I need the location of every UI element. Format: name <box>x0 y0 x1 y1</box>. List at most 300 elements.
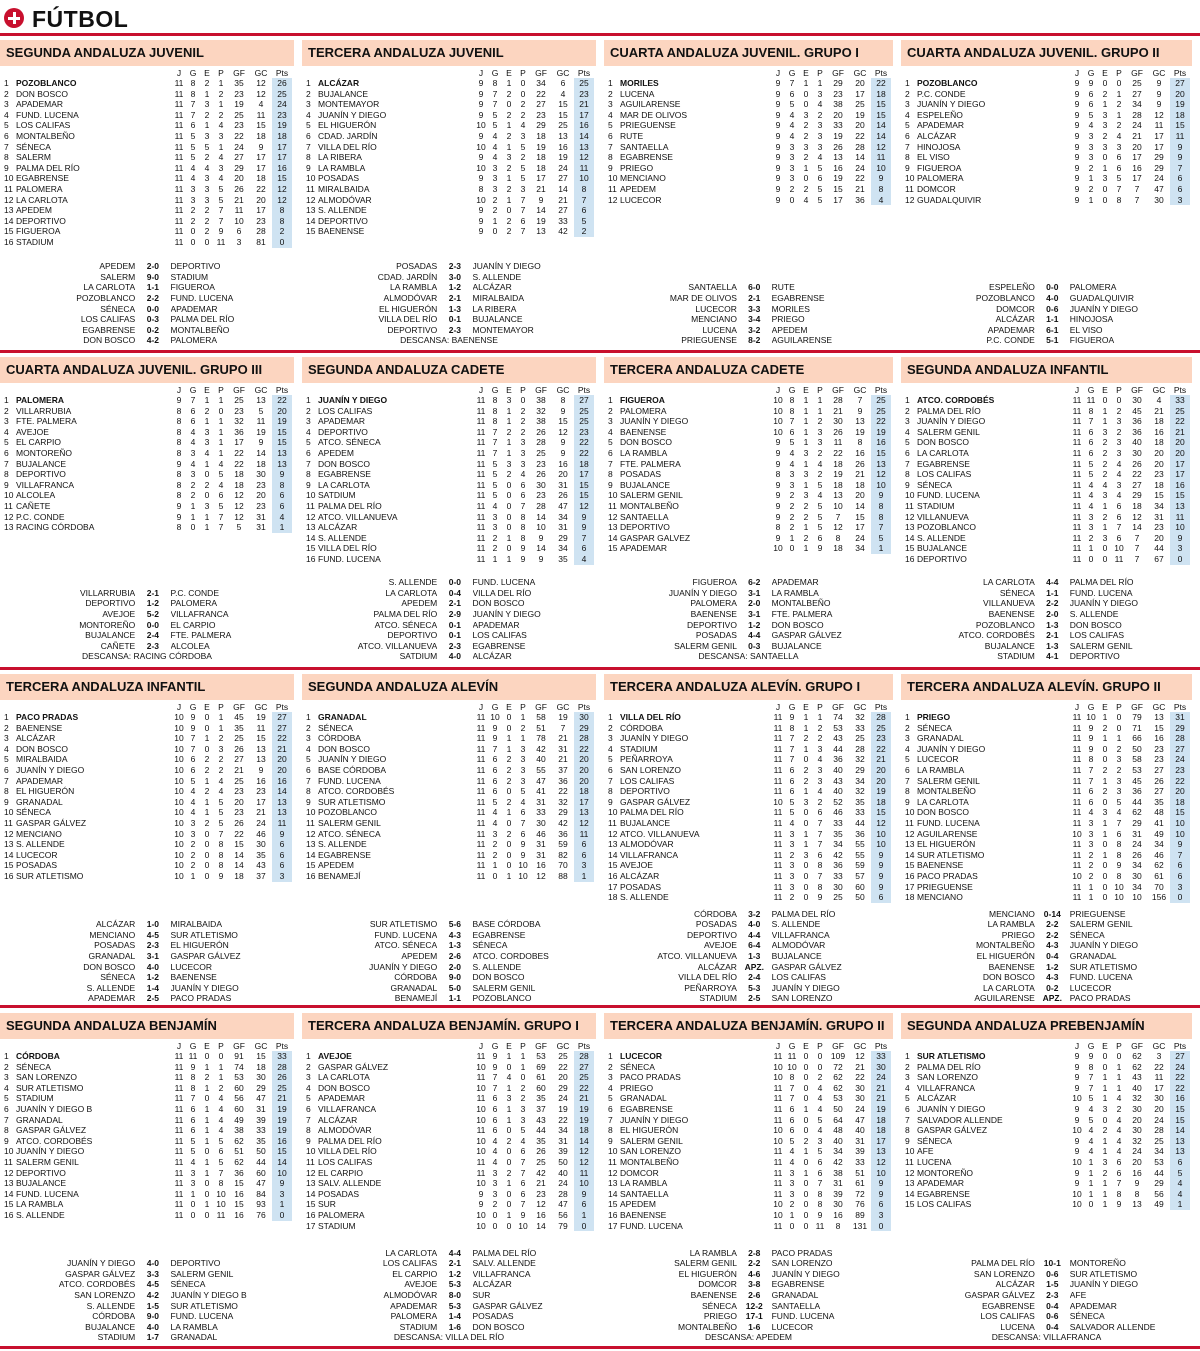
team-name: EGABRENSE <box>318 469 371 480</box>
won: 0 <box>190 522 196 533</box>
lost: 6 <box>520 828 526 839</box>
won: 3 <box>190 183 196 194</box>
column-header: P <box>520 1041 526 1051</box>
position: 1 <box>608 712 613 722</box>
away-team: PALMA DEL RÍO <box>771 908 836 919</box>
team-name: FUND. LUCENA <box>318 775 381 786</box>
won: 8 <box>190 88 196 99</box>
points: 3 <box>1170 195 1190 206</box>
goals-against: 25 <box>558 120 568 131</box>
header-spacer <box>0 702 16 712</box>
won: 1 <box>1088 1156 1094 1167</box>
played: 11 <box>773 1167 783 1178</box>
points: 12 <box>574 152 594 163</box>
points: 21 <box>871 1093 891 1104</box>
points: 25 <box>574 78 594 89</box>
lost: 1 <box>817 405 823 416</box>
table-row <box>604 1157 891 1168</box>
points: 6 <box>574 850 594 861</box>
points: 18 <box>871 89 891 100</box>
points: 31 <box>1170 712 1190 723</box>
won: 11 <box>787 1051 797 1061</box>
drawn: 3 <box>1102 120 1108 131</box>
home-team: DOMCOR <box>996 303 1035 314</box>
played: 11 <box>174 120 184 131</box>
league-panel <box>302 40 604 348</box>
played: 10 <box>174 839 184 850</box>
won: 2 <box>492 839 498 850</box>
goals-for: 42 <box>833 1156 843 1167</box>
lost: 3 <box>520 130 526 141</box>
drawn: 3 <box>1102 173 1108 184</box>
away-team: GASPAR GÁLVEZ <box>472 1300 543 1311</box>
goals-for: 15 <box>234 839 244 850</box>
score: 0-0 <box>146 303 160 314</box>
score: 2-1 <box>146 587 160 598</box>
column-header: J <box>176 702 182 712</box>
score: 12-2 <box>745 1300 763 1311</box>
position: 8 <box>905 1125 910 1136</box>
table-row <box>901 1189 1190 1200</box>
position: 9 <box>306 1135 311 1146</box>
position: 4 <box>306 109 311 120</box>
drawn: 4 <box>1102 479 1108 490</box>
won: 4 <box>492 141 498 152</box>
position: 9 <box>905 479 910 490</box>
position: 4 <box>306 426 311 437</box>
won: 6 <box>1088 796 1094 807</box>
team-name: BAENENSE <box>620 1209 667 1220</box>
played: 10 <box>476 1146 486 1157</box>
table-row <box>302 395 594 406</box>
table-row <box>0 786 292 797</box>
points: 25 <box>574 416 594 427</box>
score: 17-1 <box>745 1311 763 1322</box>
played: 11 <box>174 141 184 152</box>
drawn: 1 <box>1102 99 1108 110</box>
played: 11 <box>773 1093 783 1104</box>
points: 20 <box>871 776 891 787</box>
score: 2-2 <box>1046 598 1059 609</box>
home-team: DON BOSCO <box>982 972 1035 983</box>
goals-against: 22 <box>855 1072 865 1083</box>
score: 4-0 <box>448 651 462 662</box>
drawn: 1 <box>1102 1093 1108 1104</box>
match-result <box>604 1322 893 1333</box>
goals-against: 24 <box>855 532 865 543</box>
away-team: APADEMAR <box>472 619 520 630</box>
score: 1-5 <box>146 1300 160 1311</box>
team-name: LA CARLOTA <box>318 1072 370 1083</box>
goals-against: 17 <box>1154 141 1164 152</box>
won: 4 <box>492 1146 498 1157</box>
match-result <box>302 1311 596 1322</box>
table-row <box>0 776 292 787</box>
away-team: JUANÍN Y DIEGO <box>1069 1279 1138 1290</box>
score: 1-3 <box>448 303 462 314</box>
played: 8 <box>775 469 781 480</box>
won: 6 <box>789 426 795 437</box>
won: 5 <box>190 141 196 152</box>
goals-against: 131 <box>852 1220 868 1231</box>
position: 15 <box>4 226 14 237</box>
drawn: 0 <box>204 722 210 733</box>
position: 11 <box>608 1156 617 1167</box>
drawn: 0 <box>803 807 809 818</box>
away-team: LOS CALIFAS <box>472 630 527 641</box>
team-name: S. ALLENDE <box>318 839 367 850</box>
won: 1 <box>190 500 196 511</box>
drawn: 0 <box>506 786 512 797</box>
drawn: 0 <box>803 1051 809 1061</box>
home-team: STADIUM <box>97 1332 136 1343</box>
team-name: EL CARPIO <box>16 437 62 448</box>
goals-against: 24 <box>256 817 266 828</box>
position: 9 <box>306 162 311 173</box>
goals-for: 26 <box>1132 458 1142 469</box>
drawn: 0 <box>803 99 809 110</box>
played: 9 <box>478 1199 484 1210</box>
drawn: 1 <box>506 733 512 744</box>
points: 11 <box>1170 512 1190 523</box>
home-team: SÉNECA <box>999 587 1035 598</box>
score: 6-2 <box>748 577 761 588</box>
won: 3 <box>492 162 498 173</box>
team-name: GRANADAL <box>16 796 63 807</box>
away-team: JUANÍN Y DIEGO B <box>170 1289 247 1300</box>
position: 10 <box>905 173 915 184</box>
goals-against: 16 <box>558 141 568 152</box>
lost: 7 <box>520 226 526 237</box>
home-team: PRIEGO <box>703 1311 737 1322</box>
points: 6 <box>272 850 292 861</box>
away-team: VILLA DEL RÍO <box>472 587 532 598</box>
won: 2 <box>492 532 498 543</box>
team-name: BASE CÓRDOBA <box>318 764 387 775</box>
header-spacer <box>917 385 1070 395</box>
goals-against: 17 <box>256 162 266 173</box>
score: 3-3 <box>146 1268 160 1279</box>
won: 6 <box>190 405 196 416</box>
goals-for: 12 <box>234 500 244 511</box>
points: 6 <box>1170 184 1190 195</box>
drawn: 1 <box>204 1167 210 1178</box>
won: 4 <box>190 437 196 448</box>
score: 2-0 <box>1046 608 1059 619</box>
match-result <box>604 1248 893 1259</box>
team-name: VILLAFRANCA <box>318 1103 377 1114</box>
goals-against: 26 <box>1154 775 1164 786</box>
goals-for: 74 <box>833 712 843 722</box>
position: 6 <box>306 1103 311 1114</box>
away-team: VILLAFRANCA <box>170 608 229 619</box>
score: 1-3 <box>1046 619 1059 630</box>
column-header: P <box>817 702 823 712</box>
table-header <box>901 385 1190 395</box>
goals-against: 21 <box>558 733 568 744</box>
won: 0 <box>492 1220 498 1231</box>
home-team: APEDEM <box>401 598 438 609</box>
points: 18 <box>272 131 292 142</box>
league-title: TERCERA ANDALUZA CADETE <box>604 357 893 383</box>
table-row <box>604 1051 891 1062</box>
position: 4 <box>608 426 613 437</box>
points: 24 <box>871 1072 891 1083</box>
team-name: P.C. CONDE <box>16 511 65 522</box>
goals-against: 19 <box>256 712 266 722</box>
played: 9 <box>478 215 484 226</box>
goals-for: 10 <box>536 522 546 533</box>
goals-against: 32 <box>855 786 865 797</box>
points: 16 <box>1170 1093 1190 1104</box>
league-panel <box>604 1013 901 1349</box>
points: 13 <box>574 807 594 818</box>
points: 30 <box>871 1062 891 1073</box>
played: 11 <box>476 447 486 458</box>
position: 6 <box>4 130 9 141</box>
table-row <box>901 1062 1190 1073</box>
table-header <box>302 702 594 712</box>
won: 4 <box>789 458 795 469</box>
position: 14 <box>4 215 14 226</box>
goals-against: 9 <box>560 405 566 416</box>
lost: 2 <box>1116 120 1122 131</box>
played: 11 <box>476 532 486 543</box>
goals-for: 10 <box>1132 892 1142 903</box>
away-team: GRANADAL <box>771 1289 819 1300</box>
goals-for: 16 <box>234 1209 244 1220</box>
home-team: LA CARLOTA <box>385 1247 438 1258</box>
played: 11 <box>476 1093 486 1104</box>
played: 11 <box>476 712 486 722</box>
position: 12 <box>4 828 14 839</box>
away-team: PALMA DEL RÍO <box>472 1247 537 1258</box>
match-result <box>302 630 596 641</box>
won: 4 <box>1088 1125 1094 1136</box>
played: 11 <box>174 1093 184 1104</box>
points: 4 <box>1170 1189 1190 1200</box>
drawn: 3 <box>1102 1103 1108 1114</box>
won: 2 <box>1088 870 1094 881</box>
points: 16 <box>272 163 292 174</box>
won: 3 <box>789 479 795 490</box>
goals-for: 16 <box>1132 1167 1142 1178</box>
position: 12 <box>905 511 915 522</box>
drawn: 3 <box>204 194 210 205</box>
table-row <box>302 427 594 438</box>
lost: 1 <box>1116 1061 1122 1072</box>
won: 4 <box>190 796 196 807</box>
table-row <box>901 776 1190 787</box>
points: 13 <box>871 459 891 470</box>
team-name: PACO PRADAS <box>917 870 978 881</box>
points: 6 <box>1170 173 1190 184</box>
team-name: EL CARPIO <box>318 1167 364 1178</box>
points: 9 <box>574 1189 594 1200</box>
position: 10 <box>4 173 14 184</box>
won: 7 <box>492 1072 498 1083</box>
team-name: SAN LORENZO <box>16 1072 77 1083</box>
won: 3 <box>190 1178 196 1189</box>
table-row <box>302 807 594 818</box>
row-divider <box>0 667 1200 670</box>
goals-against: 19 <box>256 426 266 437</box>
goals-for: 45 <box>1132 405 1142 416</box>
table-row <box>302 1072 594 1083</box>
points: 22 <box>574 448 594 459</box>
team-name: JUANÍN Y DIEGO B <box>16 1103 93 1114</box>
goals-against: 32 <box>855 754 865 765</box>
goals-for: 26 <box>833 141 843 152</box>
played: 11 <box>476 796 486 807</box>
points: 16 <box>574 120 594 131</box>
goals-for: 16 <box>833 162 843 173</box>
won: 4 <box>789 1156 795 1167</box>
drawn: 3 <box>204 130 210 141</box>
goals-against: 15 <box>558 416 568 427</box>
header-spacer <box>901 1041 917 1051</box>
played: 9 <box>775 78 781 88</box>
home-team: SALERM GENIL <box>674 640 737 651</box>
played: 9 <box>775 511 781 522</box>
team-name: LA RIBERA <box>318 152 362 163</box>
team-name: FUND. LUCENA <box>16 1188 79 1199</box>
goals-against: 30 <box>1154 194 1164 205</box>
goals-against: 24 <box>1154 173 1164 184</box>
lost: 4 <box>817 1125 823 1136</box>
match-result <box>604 1290 893 1301</box>
position: 2 <box>4 722 9 733</box>
points: 15 <box>272 173 292 184</box>
table-row <box>302 744 594 755</box>
played: 9 <box>478 1188 484 1199</box>
home-team: POSADAS <box>94 940 136 951</box>
played: 10 <box>174 817 184 828</box>
played: 11 <box>1072 764 1082 775</box>
lost: 1 <box>218 78 224 88</box>
goals-against: 53 <box>1154 1156 1164 1167</box>
lost: 2 <box>1116 764 1122 775</box>
points: 27 <box>272 712 292 723</box>
played: 11 <box>476 849 486 860</box>
lost: 8 <box>1116 839 1122 850</box>
drawn: 1 <box>803 839 809 850</box>
standings-table <box>604 68 891 205</box>
points: 14 <box>272 786 292 797</box>
column-header: GF <box>535 1041 547 1051</box>
lost: 7 <box>1116 1178 1122 1189</box>
goals-against: 50 <box>558 1156 568 1167</box>
drawn: 1 <box>803 437 809 448</box>
position: 6 <box>905 447 910 458</box>
away-team: LUCECOR <box>170 961 213 972</box>
match-result <box>604 983 893 994</box>
score: 3-1 <box>146 950 160 961</box>
played: 11 <box>1072 796 1082 807</box>
column-header: G <box>1087 68 1095 78</box>
position: 12 <box>608 511 618 522</box>
table-row <box>302 99 594 110</box>
goals-for: 18 <box>1132 500 1142 511</box>
won: 6 <box>190 764 196 775</box>
away-team: SALERM GENIL <box>1069 640 1133 651</box>
points: 20 <box>1170 437 1190 448</box>
team-name: ALMODÓVAR <box>620 839 674 850</box>
played: 10 <box>476 1209 486 1220</box>
played: 11 <box>174 99 184 110</box>
match-result <box>604 993 893 1004</box>
lost: 5 <box>520 173 526 184</box>
lost: 6 <box>817 1156 823 1167</box>
match-result <box>302 983 596 994</box>
away-team: VILLAFRANCA <box>472 1268 531 1279</box>
away-team: PALOMERA <box>1069 282 1117 293</box>
played: 9 <box>1074 152 1080 163</box>
table-row <box>302 533 594 544</box>
away-team: BUJALANCE <box>771 950 822 961</box>
goals-against: 31 <box>558 1135 568 1146</box>
lost: 10 <box>518 870 528 881</box>
played: 11 <box>476 553 486 564</box>
team-name: JUANÍN Y DIEGO <box>620 1114 689 1125</box>
lost: 0 <box>520 88 526 99</box>
points: 15 <box>871 448 891 459</box>
won: 1 <box>1088 194 1094 205</box>
column-header: Pts <box>874 702 888 712</box>
drawn: 1 <box>1102 1072 1108 1083</box>
position: 11 <box>608 500 617 511</box>
team-name: APEDEM <box>620 1199 656 1210</box>
played: 11 <box>1072 522 1082 533</box>
table-row <box>901 427 1190 438</box>
position: 17 <box>306 1220 316 1231</box>
team-name: STADIUM <box>917 500 955 511</box>
played: 9 <box>775 532 781 543</box>
drawn: 2 <box>1102 458 1108 469</box>
league-title: SEGUNDA ANDALUZA PREBENJAMÍN <box>901 1013 1192 1039</box>
won: 6 <box>1088 786 1094 797</box>
match-result <box>302 304 596 315</box>
goals-for: 52 <box>833 796 843 807</box>
match-result <box>302 325 596 336</box>
points: 11 <box>574 163 594 174</box>
goals-against: 14 <box>855 152 865 163</box>
played: 11 <box>174 78 184 88</box>
goals-against: 29 <box>1154 152 1164 163</box>
lost: 9 <box>1116 1199 1122 1210</box>
drawn: 0 <box>204 1051 210 1061</box>
goals-against: 11 <box>256 109 266 120</box>
points: 22 <box>1170 1083 1190 1094</box>
home-team: EGABRENSE <box>981 1300 1035 1311</box>
played: 10 <box>174 733 184 744</box>
score: 4-6 <box>748 1268 761 1279</box>
away-team: BASE CÓRDOBA <box>472 919 541 930</box>
goals-against: 20 <box>1154 532 1164 543</box>
lost: 5 <box>218 796 224 807</box>
played: 11 <box>773 881 783 892</box>
position: 12 <box>4 511 14 522</box>
goals-against: 47 <box>256 1093 266 1104</box>
column-header: P <box>1116 1041 1122 1051</box>
table-row <box>302 1104 594 1115</box>
table-row <box>302 522 594 533</box>
league-title: CUARTA ANDALUZA JUVENIL. GRUPO II <box>901 40 1192 66</box>
away-team: SUR ATLETISMO <box>1069 961 1138 972</box>
goals-for: 31 <box>536 796 546 807</box>
drawn: 0 <box>204 860 210 871</box>
home-team: AVEJOE <box>404 1279 438 1290</box>
